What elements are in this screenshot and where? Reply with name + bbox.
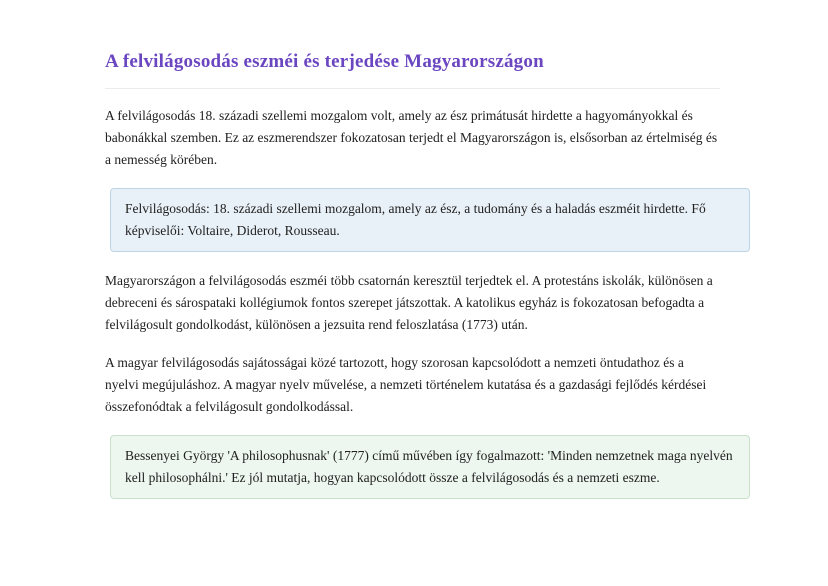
definition-callout bbox=[110, 188, 750, 252]
quote-callout-text: Bessenyei György 'A philosophusnak' (1777) című művében így fogalmazott: 'Minden nemzetnek maga nyelvén kell philosophálni.' Ez jól mutatja, hogyan kapcsolódott össze a felvilágosodás és a nemzeti eszme. bbox=[125, 447, 733, 485]
page-title: A felvilágosodás eszméi és terjedése Magyarországon bbox=[105, 51, 544, 72]
definition-callout-text: Felvilágosodás: 18. századi szellemi mozgalom, amely az ész, a tudomány és a haladás eszméit hirdette. Fő képviselői: Voltaire, Diderot, Rousseau. bbox=[125, 200, 706, 238]
title-divider bbox=[105, 88, 720, 89]
spread-paragraph: Magyarországon a felvilágosodás eszméi több csatornán keresztül terjedtek el. A protestáns iskolák, különösen a debreceni és sárospataki kollégiumok fontos szerepet játszottak. A katolikus egyház is fokozatosan befogadta a felvilágosult gondolkodást, különösen a jezsuita rend feloszlatása (1773) után. bbox=[105, 272, 713, 332]
quote-callout bbox=[110, 435, 750, 499]
intro-paragraph: A felvilágosodás 18. századi szellemi mozgalom volt, amely az ész primátusát hirdette a hagyományokkal és babonákkal szemben. Ez az eszmerendszer fokozatosan terjedt el Magyarországon is, elsősorban az értelmiség és a nemesség körében. bbox=[105, 107, 718, 167]
characteristics-paragraph: A magyar felvilágosodás sajátosságai közé tartozott, hogy szorosan kapcsolódott a nemzeti öntudathoz és a nyelvi megújuláshoz. A magyar nyelv művelése, a nemzeti történelem kutatása és a gazdasági fejlődés kérdései összefonódtak a felvilágosult gondolkodással. bbox=[105, 354, 707, 414]
